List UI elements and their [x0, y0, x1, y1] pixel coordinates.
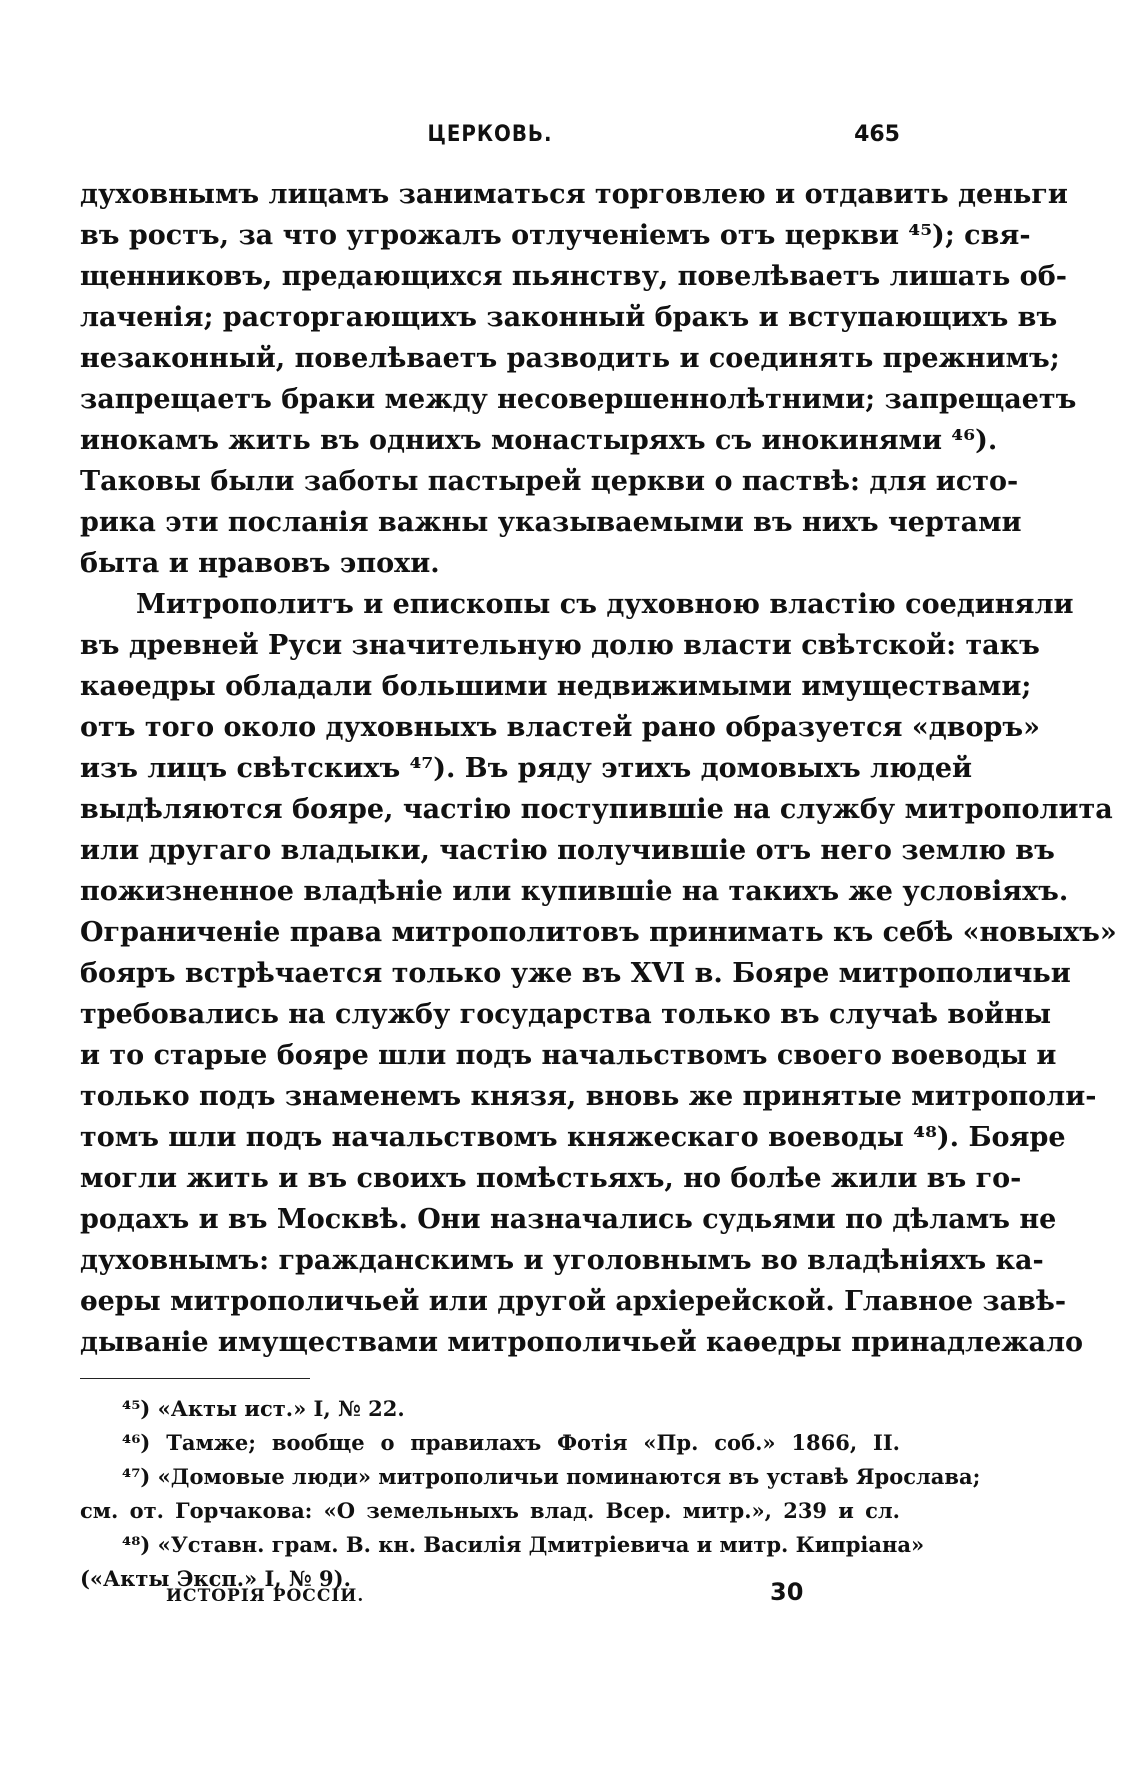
text-line: запрещаетъ браки между несовершеннолѣтними; запрещаетъ [80, 384, 1077, 415]
text-line: изъ лицъ свѣтскихъ ⁴⁷). Въ ряду этихъ домовыхъ людей [80, 753, 973, 784]
text-line: въ древней Руси значительную долю власти свѣтской: такъ [80, 630, 1040, 661]
text-line: лаченія; расторгающихъ законный бракъ и вступающихъ въ [80, 302, 1058, 333]
text-line: незаконный, повелѣваетъ разводить и соединять прежнимъ; [80, 343, 1060, 374]
text-line: могли жить и въ своихъ помѣстьяхъ, но болѣе жили въ го- [80, 1163, 1022, 1194]
page-number: 465 [854, 122, 900, 147]
text-line: томъ шли подъ начальствомъ княжескаго воеводы ⁴⁸). Бояре [80, 1122, 1066, 1153]
text-line: Таковы были заботы пастырей церкви о паствѣ: для исто- [80, 466, 1019, 497]
text-line: духовнымъ: гражданскимъ и уголовнымъ во владѣніяхъ ка- [80, 1245, 1044, 1276]
text-line: только подъ знаменемъ князя, вновь же принятые митрополи- [80, 1081, 1097, 1112]
page-footer [80, 1578, 900, 1618]
text-line: рика эти посланія важны указываемыми въ нихъ чертами [80, 507, 1022, 538]
running-header [80, 118, 900, 158]
text-line: бояръ встрѣчается только уже въ XVI в. Бояре митрополичьи [80, 958, 1071, 989]
body-text [80, 174, 1117, 1363]
footnote: ⁴⁷) «Домовые люди» митрополичьи поминаются въ уставѣ Ярослава; [122, 1464, 981, 1489]
footnote: ⁴⁵) «Акты ист.» I, № 22. [122, 1396, 405, 1421]
text-line: Ограниченіе права митрополитовъ принимать къ себѣ «новыхъ» [80, 917, 1117, 948]
text-line: духовнымъ лицамъ заниматься торговлею и отдавить деньги [80, 179, 1068, 210]
text-line: требовались на службу государства только въ случаѣ войны [80, 999, 1052, 1030]
footnote: ⁴⁸) «Уставн. грам. В. кн. Василія Дмитріевича и митр. Кипріана» [122, 1532, 925, 1557]
text-line: въ ростъ, за что угрожалъ отлученіемъ отъ церкви ⁴⁵); свя- [80, 220, 1031, 251]
text-line: и то старые бояре шли подъ начальствомъ своего воеводы и [80, 1040, 1057, 1071]
footnote-continuation: («Акты Эксп.» I, № 9). [80, 1566, 351, 1591]
text-line: отъ того около духовныхъ властей рано образуется «дворъ» [80, 712, 1041, 743]
text-line: родахъ и въ Москвѣ. Они назначались судьями по дѣламъ не [80, 1204, 1057, 1235]
text-line: щенниковъ, предающихся пьянству, повелѣваетъ лишать об- [80, 261, 1067, 292]
footnotes [80, 1392, 981, 1596]
footnote-continuation: см. от. Горчакова: «О земельныхъ влад. Всер. митр.», 239 и сл. [80, 1498, 900, 1523]
text-line: ѳеры митрополичьей или другой архіерейской. Главное завѣ- [80, 1286, 1067, 1317]
sheet-number: 30 [770, 1578, 804, 1606]
paragraph-start-line: Митрополитъ и епископы съ духовною властію соединяли [136, 589, 1074, 620]
text-line: выдѣляются бояре, частію поступившіе на службу митрополита [80, 794, 1113, 825]
text-line: пожизненное владѣніе или купившіе на такихъ же условіяхъ. [80, 876, 1069, 907]
signature-mark: ИСТОРІЯ РОССІИ. [166, 1586, 365, 1606]
text-line: быта и нравовъ эпохи. [80, 548, 440, 579]
footnote-divider [80, 1378, 310, 1379]
footnote: ⁴⁶) Тамже; вообще о правилахъ Фотія «Пр. соб.» 1866, II. [122, 1430, 900, 1455]
text-line: каѳедры обладали большими недвижимыми имуществами; [80, 671, 1032, 702]
running-title: ЦЕРКОВЬ. [427, 122, 553, 147]
text-line: дываніе имуществами митрополичьей каѳедры принадлежало [80, 1327, 1084, 1358]
text-line: инокамъ жить въ однихъ монастыряхъ съ инокинями ⁴⁶). [80, 425, 998, 456]
text-line: или другаго владыки, частію получившіе отъ него землю въ [80, 835, 1055, 866]
